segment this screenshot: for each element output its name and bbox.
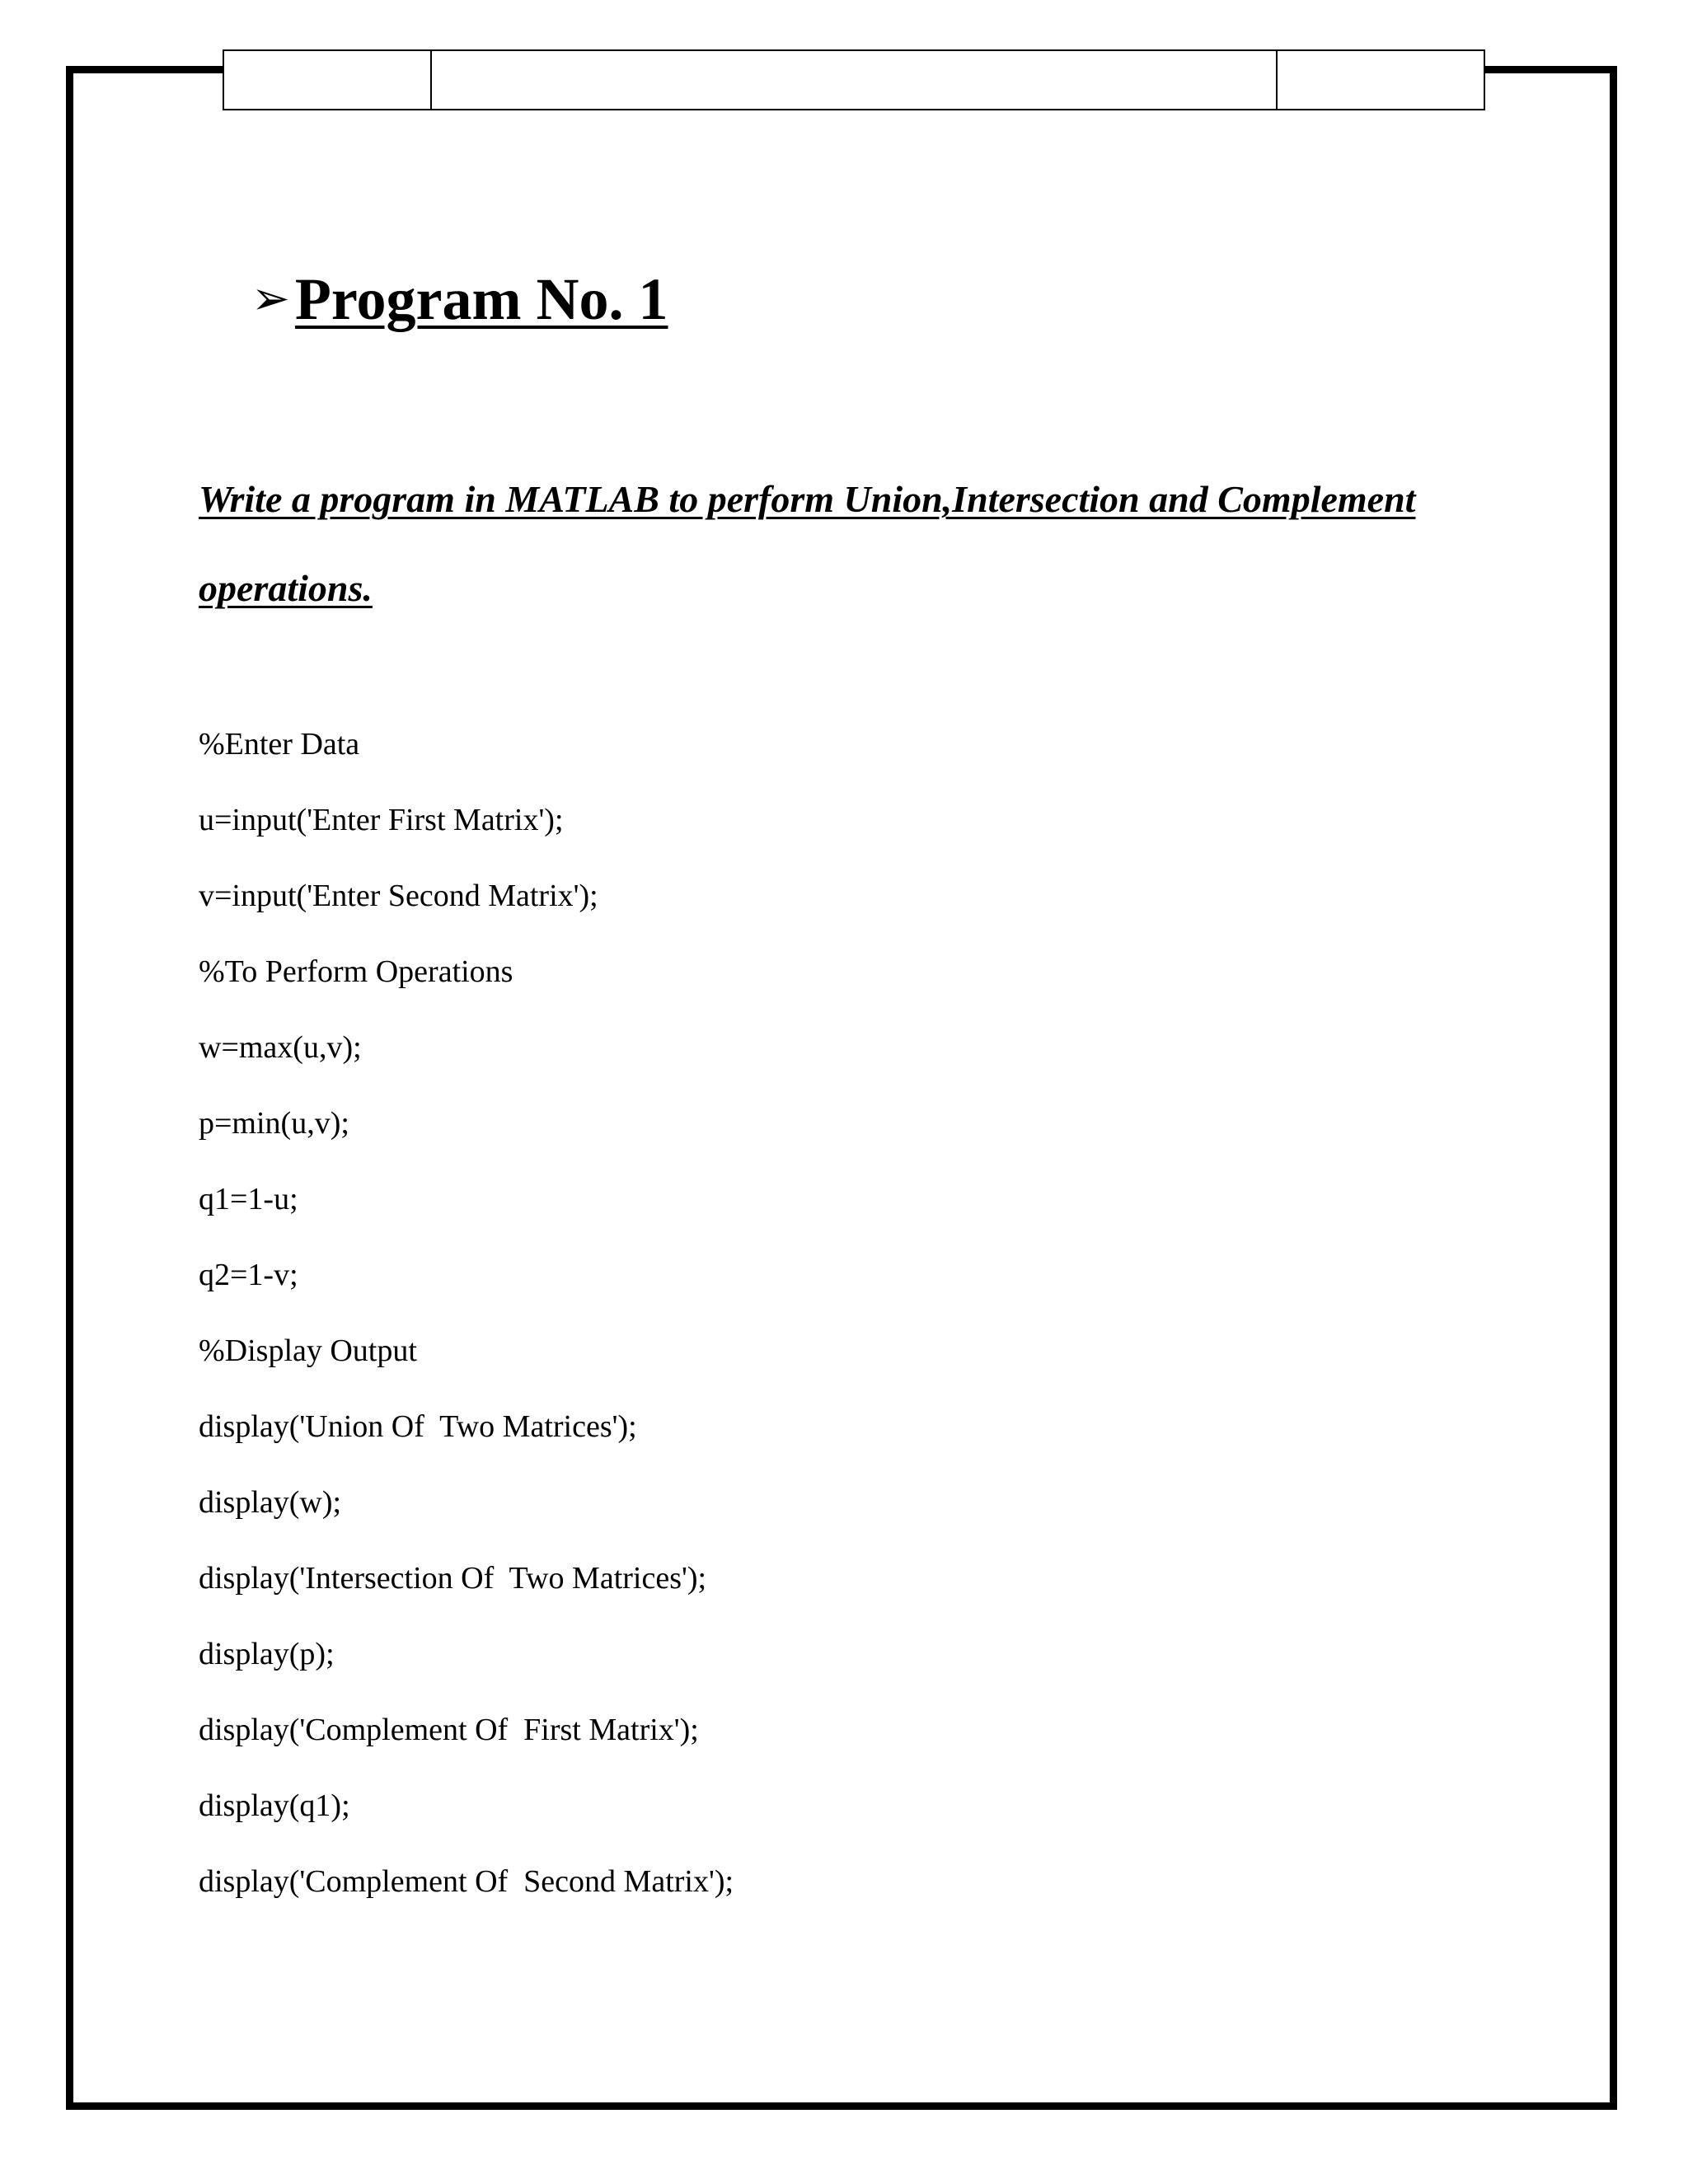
code-line: %Enter Data	[199, 727, 360, 762]
code-line: u=input('Enter First Matrix');	[199, 803, 564, 837]
code-line: display(p);	[199, 1637, 335, 1671]
header-cell-left	[223, 50, 431, 110]
code-listing	[199, 725, 734, 1938]
arrow-bullet-icon: ➢	[251, 272, 290, 326]
code-line: q2=1-v;	[199, 1258, 298, 1292]
header-cell-right	[1277, 50, 1484, 110]
code-line: display('Intersection Of Two Matrices');	[199, 1561, 707, 1596]
program-title: Program No. 1	[294, 266, 668, 332]
task-statement-line-1: Write a program in MATLAB to perform Union,Intersection and Complement	[199, 478, 1416, 520]
header-cell-middle	[431, 50, 1277, 110]
program-heading	[251, 262, 668, 336]
code-line: display('Union Of Two Matrices');	[199, 1409, 637, 1444]
code-line: w=max(u,v);	[199, 1030, 362, 1065]
header-table	[223, 49, 1485, 110]
code-line: q1=1-u;	[199, 1182, 298, 1216]
code-line: v=input('Enter Second Matrix');	[199, 879, 598, 913]
code-line: display('Complement Of First Matrix');	[199, 1713, 699, 1747]
code-line: %Display Output	[199, 1333, 417, 1368]
code-line: p=min(u,v);	[199, 1106, 349, 1141]
code-line: display(w);	[199, 1485, 342, 1520]
task-statement-line-2: operations.	[199, 567, 373, 609]
code-line: display('Complement Of Second Matrix');	[199, 1864, 734, 1899]
code-line: %To Perform Operations	[199, 954, 513, 989]
header-row	[223, 50, 1484, 110]
code-line: display(q1);	[199, 1788, 350, 1823]
